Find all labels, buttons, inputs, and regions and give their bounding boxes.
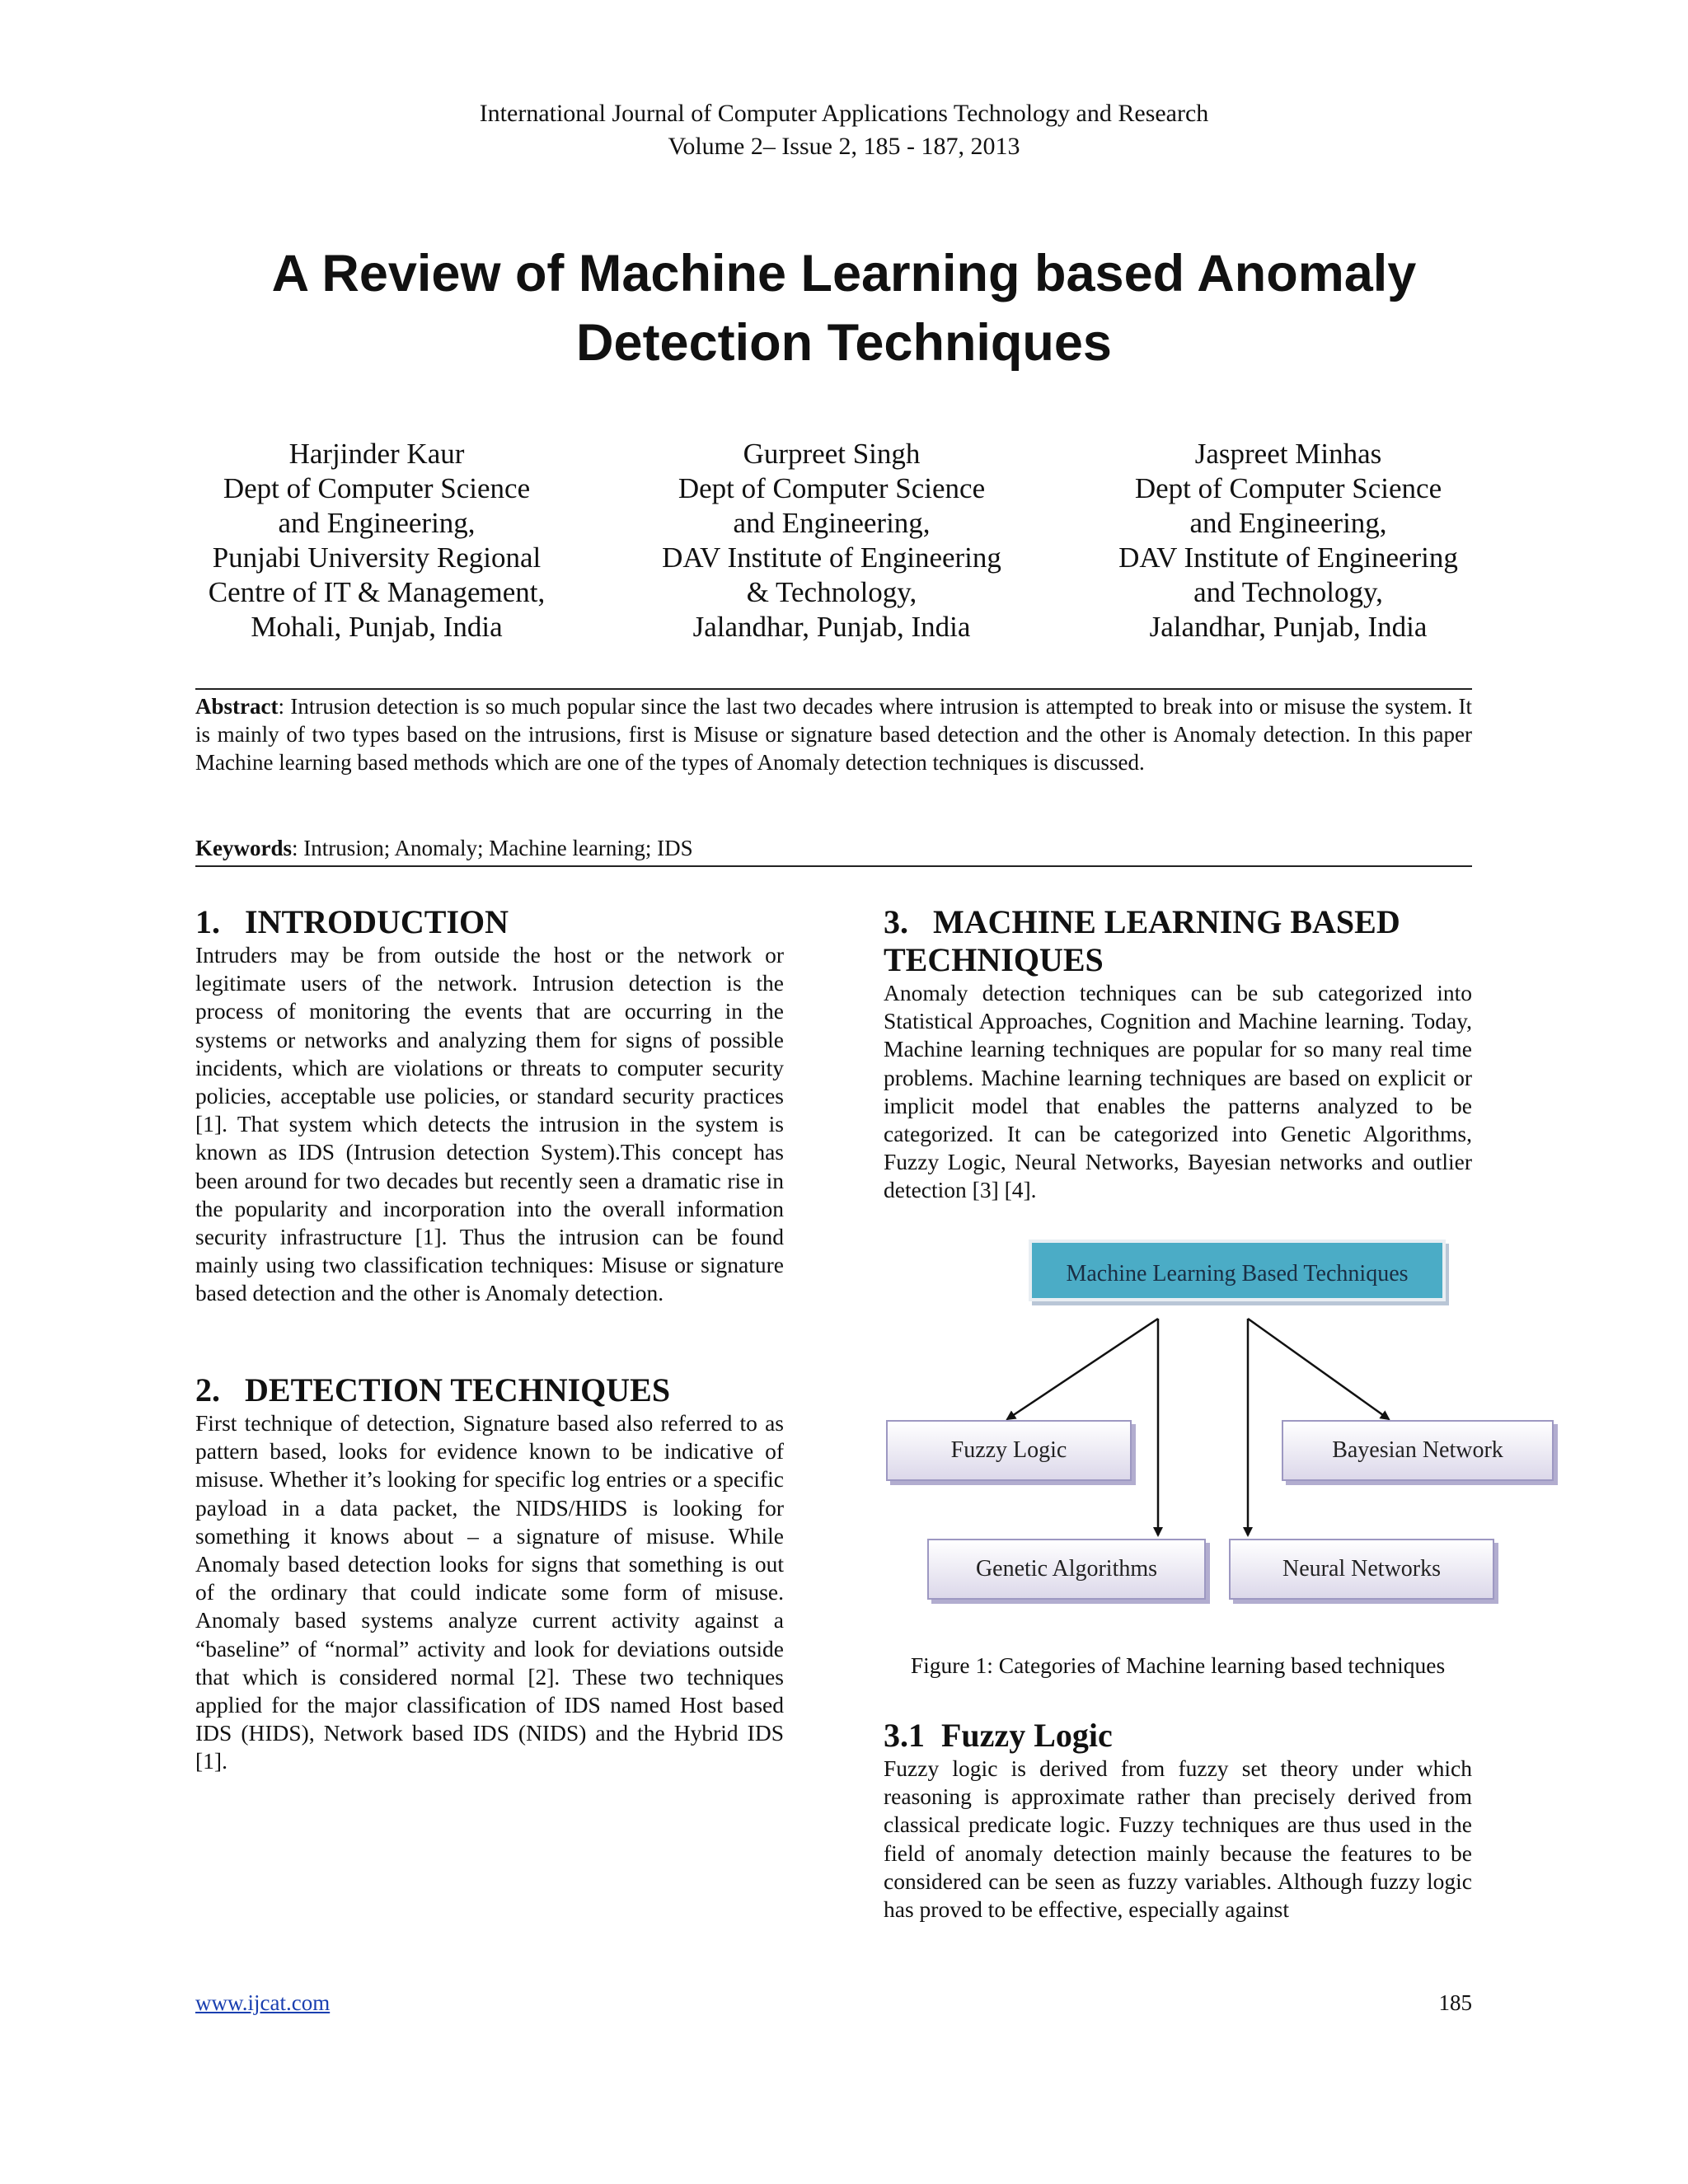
paper-title-line-2: Detection Techniques <box>576 314 1112 372</box>
keywords <box>195 834 1472 862</box>
section-detection-techniques <box>195 1371 784 1776</box>
abstract-top-rule <box>195 688 1472 690</box>
paper-title <box>206 239 1482 377</box>
keywords-label: Keywords <box>195 836 292 860</box>
journal-website-link[interactable]: www.ijcat.com <box>195 1990 331 2015</box>
journal-header <box>0 97 1688 163</box>
author-affiliation-line: Punjabi University Regional <box>212 541 542 574</box>
author-affiliation-line: Dept of Computer Science <box>1134 472 1442 504</box>
subsection-heading <box>884 1717 1472 1755</box>
author-affiliation-line: Centre of IT & Management, <box>208 576 546 608</box>
section-heading <box>884 903 1472 941</box>
author-affiliation-line: and Technology, <box>1193 576 1383 608</box>
section-body: Intruders may be from outside the host or the network or legitimate users of the network. Intrusion detection is the process of monitoring the events that are occurring in the systems or networks and analyzing them for signs of possible incidents, which are violations or threats to computer security policies, acceptable use policies, or standard security practices [1]. That system which detects the intrusion in the system is known as IDS (Intrusion detection System).This concept has been around for two decades but recently seen a dramatic rise in the popularity and incorporation into the overall information security infrastructure [1]. Thus the intrusion can be found mainly using two classification techniques: Misuse or signature based detection and the other is Anomaly detection. <box>195 942 784 1306</box>
abstract-text: : Intrusion detection is so much popular since the last two decades where intrusion is attempted to break into or misuse the system. It is mainly of two types based on the intrusions, first is Misuse or signature based detection and the other is Anomaly detection. In this paper Machine learning based methods which are one of the types of Anomaly detection techniques is discussed. <box>195 694 1472 775</box>
page-number: 185 <box>1438 1990 1472 2015</box>
author-location: Mohali, Punjab, India <box>251 611 503 643</box>
author-affiliation-line: DAV Institute of Engineering <box>662 541 1001 574</box>
author-affiliation-line: Dept of Computer Science <box>678 472 986 504</box>
subsection-body: Fuzzy logic is derived from fuzzy set theory under which reasoning is approximate rather than precisely derived from classical predicate logic. Fuzzy techniques are thus used in the field of anomaly detection mainly because the features to be considered can be seen as fuzzy variables. Although fuzzy logic has proved to be effective, especially against <box>884 1755 1472 1923</box>
author-affiliation-line: and Engineering, <box>1189 507 1387 539</box>
subsection-title: Fuzzy Logic <box>941 1717 1113 1754</box>
section-title-line-2: TECHNIQUES <box>884 941 1104 978</box>
author-block <box>146 437 607 644</box>
author-affiliation-line: and Engineering, <box>733 507 931 539</box>
section-machine-learning <box>884 903 1472 1205</box>
diagram-node-genetic-algorithms: Genetic Algorithms <box>927 1539 1206 1600</box>
journal-name: International Journal of Computer Applications Technology and Research <box>479 100 1209 127</box>
arrow-to-bayesian-network <box>1248 1319 1389 1419</box>
subsection-number: 3.1 <box>884 1717 925 1754</box>
diagram-root-node: Machine Learning Based Techniques <box>1029 1240 1446 1301</box>
author-location: Jalandhar, Punjab, India <box>692 611 971 643</box>
keywords-bottom-rule <box>195 865 1472 867</box>
keywords-text: : Intrusion; Anomaly; Machine learning; IDS <box>292 836 693 860</box>
author-affiliation-line: and Engineering, <box>278 507 476 539</box>
author-location: Jalandhar, Punjab, India <box>1149 611 1428 643</box>
author-affiliation-line: DAV Institute of Engineering <box>1118 541 1458 574</box>
abstract-label: Abstract <box>195 694 279 719</box>
author-name: Gurpreet Singh <box>743 438 921 470</box>
author-affiliation-line: & Technology, <box>746 576 917 608</box>
section-heading <box>195 903 784 941</box>
diagram-node-bayesian-network: Bayesian Network <box>1282 1420 1554 1481</box>
section-number: 1. <box>195 903 220 940</box>
diagram-node-fuzzy-logic: Fuzzy Logic <box>886 1420 1132 1481</box>
section-heading <box>195 1371 784 1409</box>
section-body: Anomaly detection techniques can be sub categorized into Statistical Approaches, Cognition and Machine learning. Today, Machine learning techniques are popular for so many real time problems. Machine learning techniques are based on explicit or implicit model that enables the patterns analyzed to be categorized. It can be categorized into Genetic Algorithms, Fuzzy Logic, Neural Networks, Bayesian networks and outlier detection [3] [4]. <box>884 980 1472 1203</box>
section-number: 3. <box>884 903 908 940</box>
section-introduction <box>195 903 784 1308</box>
section-fuzzy-logic <box>884 1717 1472 1924</box>
author-affiliation-line: Dept of Computer Science <box>223 472 531 504</box>
journal-volume: Volume 2– Issue 2, 185 - 187, 2013 <box>668 133 1020 160</box>
section-title: DETECTION TECHNIQUES <box>245 1371 671 1408</box>
arrow-to-fuzzy-logic <box>1007 1319 1158 1419</box>
section-number: 2. <box>195 1371 220 1408</box>
figure-caption: Figure 1: Categories of Machine learning based techniques <box>910 1652 1446 1678</box>
abstract <box>195 692 1472 776</box>
author-block <box>601 437 1062 644</box>
section-title-line-1: MACHINE LEARNING BASED <box>933 903 1400 940</box>
author-name: Jaspreet Minhas <box>1194 438 1382 470</box>
author-name: Harjinder Kaur <box>288 438 465 470</box>
section-title: INTRODUCTION <box>245 903 509 940</box>
ml-techniques-diagram <box>874 1228 1574 1624</box>
author-block <box>1057 437 1519 644</box>
diagram-node-neural-networks: Neural Networks <box>1229 1539 1494 1600</box>
paper-title-line-1: A Review of Machine Learning based Anomaly <box>271 245 1417 302</box>
section-body: First technique of detection, Signature based also referred to as pattern based, looks for evidence known to be indicative of misuse. Whether it’s looking for specific log entries or a specific payload in a data packet, the NIDS/HIDS is looking for something it knows about – a signature of misuse. While Anomaly based detection looks for signs that something is out of the ordinary that could indicate some form of misuse. Anomaly based systems analyze current activity against a “baseline” of “normal” activity and look for deviations outside that which is considered normal [2]. These two techniques applied for the major classification of IDS named Host based IDS (HIDS), Network based IDS (NIDS) and the Hybrid IDS [1]. <box>195 1410 784 1774</box>
